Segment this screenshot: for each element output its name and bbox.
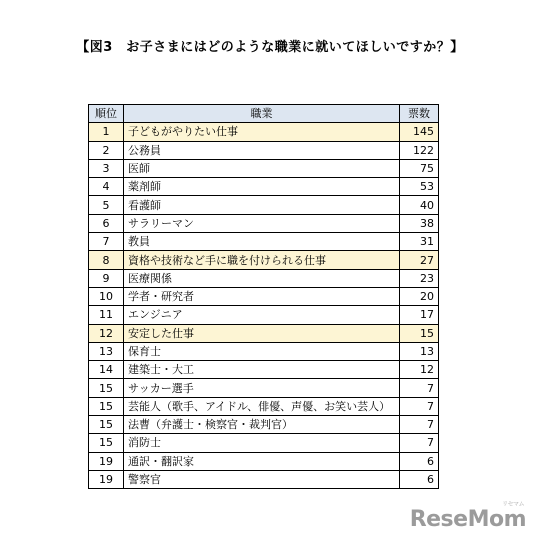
rank-cell: 15: [89, 397, 124, 415]
logo-text: ReseMom: [409, 507, 526, 532]
rank-cell: 2: [89, 141, 124, 159]
table-row: [89, 452, 439, 470]
votes-cell: 122: [400, 141, 439, 159]
job-cell: 建築士・大工: [124, 361, 400, 379]
job-cell: 子どもがやりたい仕事: [124, 123, 400, 141]
table-header-row: [89, 105, 439, 123]
table-row: [89, 123, 439, 141]
job-cell: 保育士: [124, 342, 400, 360]
job-cell: 学者・研究者: [124, 287, 400, 305]
header-rank: 順位: [89, 105, 124, 123]
votes-cell: 20: [400, 287, 439, 305]
job-cell: サッカー選手: [124, 379, 400, 397]
rank-cell: 9: [89, 269, 124, 287]
job-cell: サラリーマン: [124, 214, 400, 232]
rank-cell: 7: [89, 233, 124, 251]
resemom-logo: [409, 501, 526, 532]
rank-cell: 15: [89, 379, 124, 397]
votes-cell: 23: [400, 269, 439, 287]
table-body: [89, 123, 439, 489]
votes-cell: 40: [400, 196, 439, 214]
votes-cell: 145: [400, 123, 439, 141]
table-row: [89, 306, 439, 324]
votes-cell: 7: [400, 397, 439, 415]
table-row: [89, 361, 439, 379]
job-cell: エンジニア: [124, 306, 400, 324]
rank-cell: 3: [89, 159, 124, 177]
votes-cell: 12: [400, 361, 439, 379]
rank-cell: 1: [89, 123, 124, 141]
rank-cell: 10: [89, 287, 124, 305]
rank-cell: 11: [89, 306, 124, 324]
votes-cell: 31: [400, 233, 439, 251]
votes-cell: 6: [400, 452, 439, 470]
table-row: [89, 269, 439, 287]
table-row: [89, 379, 439, 397]
job-cell: 警察官: [124, 470, 400, 488]
job-cell: 消防士: [124, 434, 400, 452]
job-cell: 看護師: [124, 196, 400, 214]
job-cell: 教員: [124, 233, 400, 251]
votes-cell: 27: [400, 251, 439, 269]
votes-cell: 7: [400, 379, 439, 397]
table-row: [89, 141, 439, 159]
ranking-table: [88, 104, 439, 489]
job-cell: 医師: [124, 159, 400, 177]
header-job: 職業: [124, 105, 400, 123]
job-cell: 公務員: [124, 141, 400, 159]
table-row: [89, 342, 439, 360]
rank-cell: 12: [89, 324, 124, 342]
job-cell: 法曹（弁護士・検察官・裁判官）: [124, 416, 400, 434]
votes-cell: 38: [400, 214, 439, 232]
table-row: [89, 324, 439, 342]
job-cell: 医療関係: [124, 269, 400, 287]
table-row: [89, 397, 439, 415]
header-votes: 票数: [400, 105, 439, 123]
votes-cell: 15: [400, 324, 439, 342]
table-row: [89, 470, 439, 488]
rank-cell: 5: [89, 196, 124, 214]
job-cell: 芸能人（歌手、アイドル、俳優、声優、お笑い芸人）: [124, 397, 400, 415]
votes-cell: 7: [400, 416, 439, 434]
table-row: [89, 416, 439, 434]
votes-cell: 13: [400, 342, 439, 360]
rank-cell: 4: [89, 178, 124, 196]
table-row: [89, 178, 439, 196]
table-row: [89, 251, 439, 269]
job-cell: 通訳・翻訳家: [124, 452, 400, 470]
votes-cell: 7: [400, 434, 439, 452]
figure-title: 【図3 お子さまにはどのような職業に就いてほしいですか？】: [76, 40, 464, 55]
table-row: [89, 233, 439, 251]
votes-cell: 53: [400, 178, 439, 196]
rank-cell: 15: [89, 416, 124, 434]
table-row: [89, 159, 439, 177]
rank-cell: 19: [89, 452, 124, 470]
table-row: [89, 434, 439, 452]
rank-cell: 19: [89, 470, 124, 488]
job-cell: 資格や技術など手に職を付けられる仕事: [124, 251, 400, 269]
rank-cell: 14: [89, 361, 124, 379]
logo-ruby: リセマム: [502, 501, 524, 508]
table-row: [89, 287, 439, 305]
table-row: [89, 214, 439, 232]
rank-cell: 15: [89, 434, 124, 452]
votes-cell: 75: [400, 159, 439, 177]
votes-cell: 6: [400, 470, 439, 488]
job-cell: 安定した仕事: [124, 324, 400, 342]
rank-cell: 6: [89, 214, 124, 232]
votes-cell: 17: [400, 306, 439, 324]
rank-cell: 13: [89, 342, 124, 360]
table-row: [89, 196, 439, 214]
rank-cell: 8: [89, 251, 124, 269]
job-cell: 薬剤師: [124, 178, 400, 196]
